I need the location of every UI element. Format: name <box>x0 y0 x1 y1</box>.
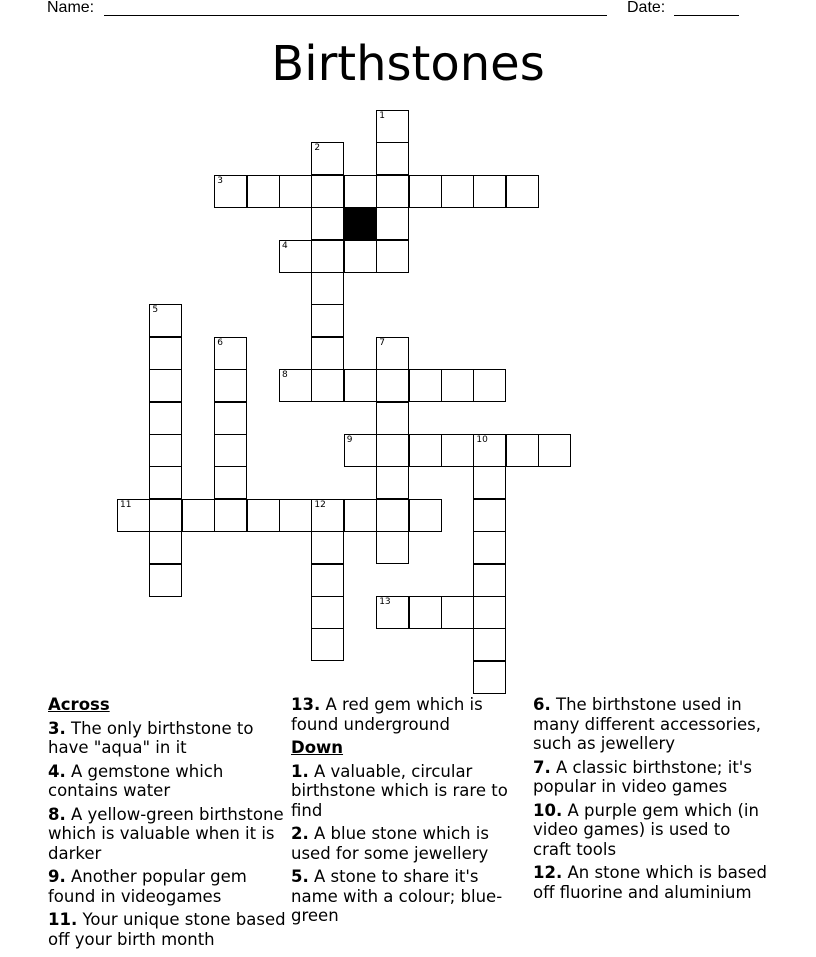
clue-number: 6. <box>533 695 551 714</box>
grid-cell[interactable] <box>214 402 247 435</box>
grid-cell[interactable] <box>473 531 506 564</box>
grid-cell[interactable] <box>473 564 506 597</box>
clue-text: A stone to share it's name with a colour; blue-green <box>291 867 503 925</box>
grid-cell[interactable] <box>311 272 344 305</box>
cell-number: 10 <box>476 435 488 445</box>
down-heading: Down <box>291 738 344 757</box>
grid-cell[interactable] <box>441 175 474 208</box>
clues-column-3 <box>533 695 773 906</box>
grid-cell[interactable] <box>376 175 409 208</box>
grid-cell[interactable] <box>409 434 442 467</box>
clues-section <box>0 695 816 955</box>
grid-cell[interactable] <box>344 434 377 467</box>
clue-down-10 <box>533 801 773 860</box>
clue-text: Another popular gem found in videogames <box>48 867 247 906</box>
cell-number: 3 <box>217 175 223 186</box>
clue-number: 7. <box>533 757 551 777</box>
across-heading: Across <box>48 695 110 714</box>
grid-cell[interactable] <box>473 661 506 694</box>
grid-cell[interactable] <box>344 175 377 208</box>
clue-text: A purple gem which (in video games) is used to craft tools <box>533 800 759 859</box>
grid-cell[interactable] <box>376 499 409 532</box>
clue-text: The only birthstone to have "aqua" in it <box>48 718 254 757</box>
grid-cell[interactable] <box>506 175 539 208</box>
grid-cell[interactable] <box>409 596 442 629</box>
grid-cell[interactable] <box>279 240 312 273</box>
grid-cell[interactable] <box>311 337 344 370</box>
grid-cell[interactable] <box>149 402 182 435</box>
grid-cell[interactable] <box>214 466 247 499</box>
clue-number: 11. <box>48 910 78 929</box>
clue-number: 2. <box>291 824 309 843</box>
grid-cell[interactable] <box>473 175 506 208</box>
grid-cell[interactable] <box>311 531 344 564</box>
grid-block <box>344 207 377 240</box>
grid-cell[interactable] <box>279 369 312 402</box>
cell-number: 8 <box>282 370 288 381</box>
grid-cell[interactable] <box>473 434 506 467</box>
grid-cell[interactable] <box>311 499 344 532</box>
grid-cell[interactable] <box>182 499 215 532</box>
grid-cell[interactable] <box>376 207 409 240</box>
clue-down-6 <box>533 695 773 754</box>
grid-cell[interactable] <box>149 531 182 564</box>
clue-text: A yellow-green birthstone which is valuable when it is darker <box>48 804 284 863</box>
clue-number: 3. <box>48 718 66 738</box>
grid-cell[interactable] <box>376 240 409 273</box>
grid-cell[interactable] <box>214 499 247 532</box>
grid-cell[interactable] <box>441 596 474 629</box>
cell-number: 12 <box>314 499 326 510</box>
clue-across-3 <box>48 719 288 758</box>
grid-cell[interactable] <box>247 499 280 532</box>
clues-column-1 <box>48 695 288 953</box>
grid-cell[interactable] <box>344 369 377 402</box>
clue-text: Your unique stone based off your birth month <box>48 910 286 949</box>
clue-text: A red gem which is found underground <box>291 695 483 734</box>
grid-cell[interactable] <box>376 142 409 175</box>
clue-down-1 <box>291 762 529 821</box>
cell-number: 7 <box>379 337 385 348</box>
grid-cell[interactable] <box>376 531 409 564</box>
grid-cell[interactable] <box>473 628 506 661</box>
clue-text: A valuable, circular birthstone which is rare to find <box>291 761 508 820</box>
clue-down-7 <box>533 758 773 797</box>
clue-text: The birthstone used in many different accessories, such as jewellery <box>533 695 762 753</box>
grid-cell[interactable] <box>376 110 409 143</box>
clue-down-5 <box>291 867 529 926</box>
cell-number: 1 <box>379 111 385 121</box>
date-label: Date: <box>627 0 666 16</box>
cell-number: 4 <box>282 240 288 251</box>
clue-down-12 <box>533 863 773 902</box>
grid-cell[interactable] <box>538 434 571 467</box>
clues-column-2 <box>291 695 529 930</box>
clue-text: A blue stone which is used for some jewellery <box>291 824 489 863</box>
grid-cell[interactable] <box>149 564 182 597</box>
grid-cell[interactable] <box>311 304 344 337</box>
clue-number: 4. <box>48 761 66 781</box>
grid-cell[interactable] <box>376 434 409 467</box>
grid-cell[interactable] <box>473 596 506 629</box>
cell-number: 11 <box>120 499 132 510</box>
grid-cell[interactable] <box>344 499 377 532</box>
grid-cell[interactable] <box>409 175 442 208</box>
grid-cell[interactable] <box>279 175 312 208</box>
grid-cell[interactable] <box>279 499 312 532</box>
grid-cell[interactable] <box>149 499 182 532</box>
cell-number: 13 <box>379 597 391 607</box>
grid-cell[interactable] <box>311 564 344 597</box>
grid-cell[interactable] <box>247 175 280 208</box>
grid-cell[interactable] <box>214 175 247 208</box>
clue-across-4 <box>48 762 288 801</box>
clue-text: An stone which is based off fluorine and aluminium <box>533 863 768 902</box>
clue-number: 9. <box>48 867 66 886</box>
grid-cell[interactable] <box>376 337 409 370</box>
grid-cell[interactable] <box>441 434 474 467</box>
grid-cell[interactable] <box>149 434 182 467</box>
grid-cell[interactable] <box>441 369 474 402</box>
clue-across-8 <box>48 805 288 864</box>
grid-cell[interactable] <box>311 142 344 175</box>
grid-cell[interactable] <box>214 369 247 402</box>
grid-cell[interactable] <box>376 466 409 499</box>
grid-cell[interactable] <box>311 369 344 402</box>
clue-text: A classic birthstone; it's popular in video games <box>533 757 752 796</box>
grid-cell[interactable] <box>117 499 150 532</box>
clue-number: 10. <box>533 800 563 820</box>
grid-cell[interactable] <box>311 175 344 208</box>
grid-cell[interactable] <box>149 304 182 337</box>
clue-number: 1. <box>291 761 309 781</box>
grid-cell[interactable] <box>409 499 442 532</box>
grid-cell[interactable] <box>214 337 247 370</box>
clue-across-13 <box>291 695 529 734</box>
clue-across-9 <box>48 867 288 906</box>
grid-cell[interactable] <box>506 434 539 467</box>
grid-cell[interactable] <box>214 434 247 467</box>
clue-down-2 <box>291 824 529 863</box>
grid-cell[interactable] <box>149 337 182 370</box>
puzzle-title: Birthstones <box>271 36 545 92</box>
clue-across-11 <box>48 910 288 949</box>
clue-number: 12. <box>533 863 563 882</box>
cell-number: 6 <box>217 337 223 348</box>
clue-text: A gemstone which contains water <box>48 761 224 800</box>
clue-number: 5. <box>291 867 309 886</box>
grid-cell[interactable] <box>473 466 506 499</box>
clue-number: 8. <box>48 804 66 824</box>
cell-number: 2 <box>314 143 321 154</box>
grid-cell[interactable] <box>311 207 344 240</box>
clue-number: 13. <box>291 695 321 714</box>
cell-number: 9 <box>346 435 353 445</box>
cell-number: 5 <box>152 305 159 316</box>
grid-cell[interactable] <box>311 240 344 273</box>
grid-cell[interactable] <box>473 369 506 402</box>
grid-cell[interactable] <box>344 240 377 273</box>
name-label: Name: <box>47 0 95 16</box>
grid-cell[interactable] <box>376 596 409 629</box>
grid-cell[interactable] <box>149 466 182 499</box>
grid-cell[interactable] <box>376 369 409 402</box>
grid-cell[interactable] <box>149 369 182 402</box>
grid-cell[interactable] <box>311 596 344 629</box>
grid-cell[interactable] <box>409 369 442 402</box>
grid-cell[interactable] <box>376 402 409 435</box>
grid-cell[interactable] <box>311 628 344 661</box>
grid-cell[interactable] <box>473 499 506 532</box>
